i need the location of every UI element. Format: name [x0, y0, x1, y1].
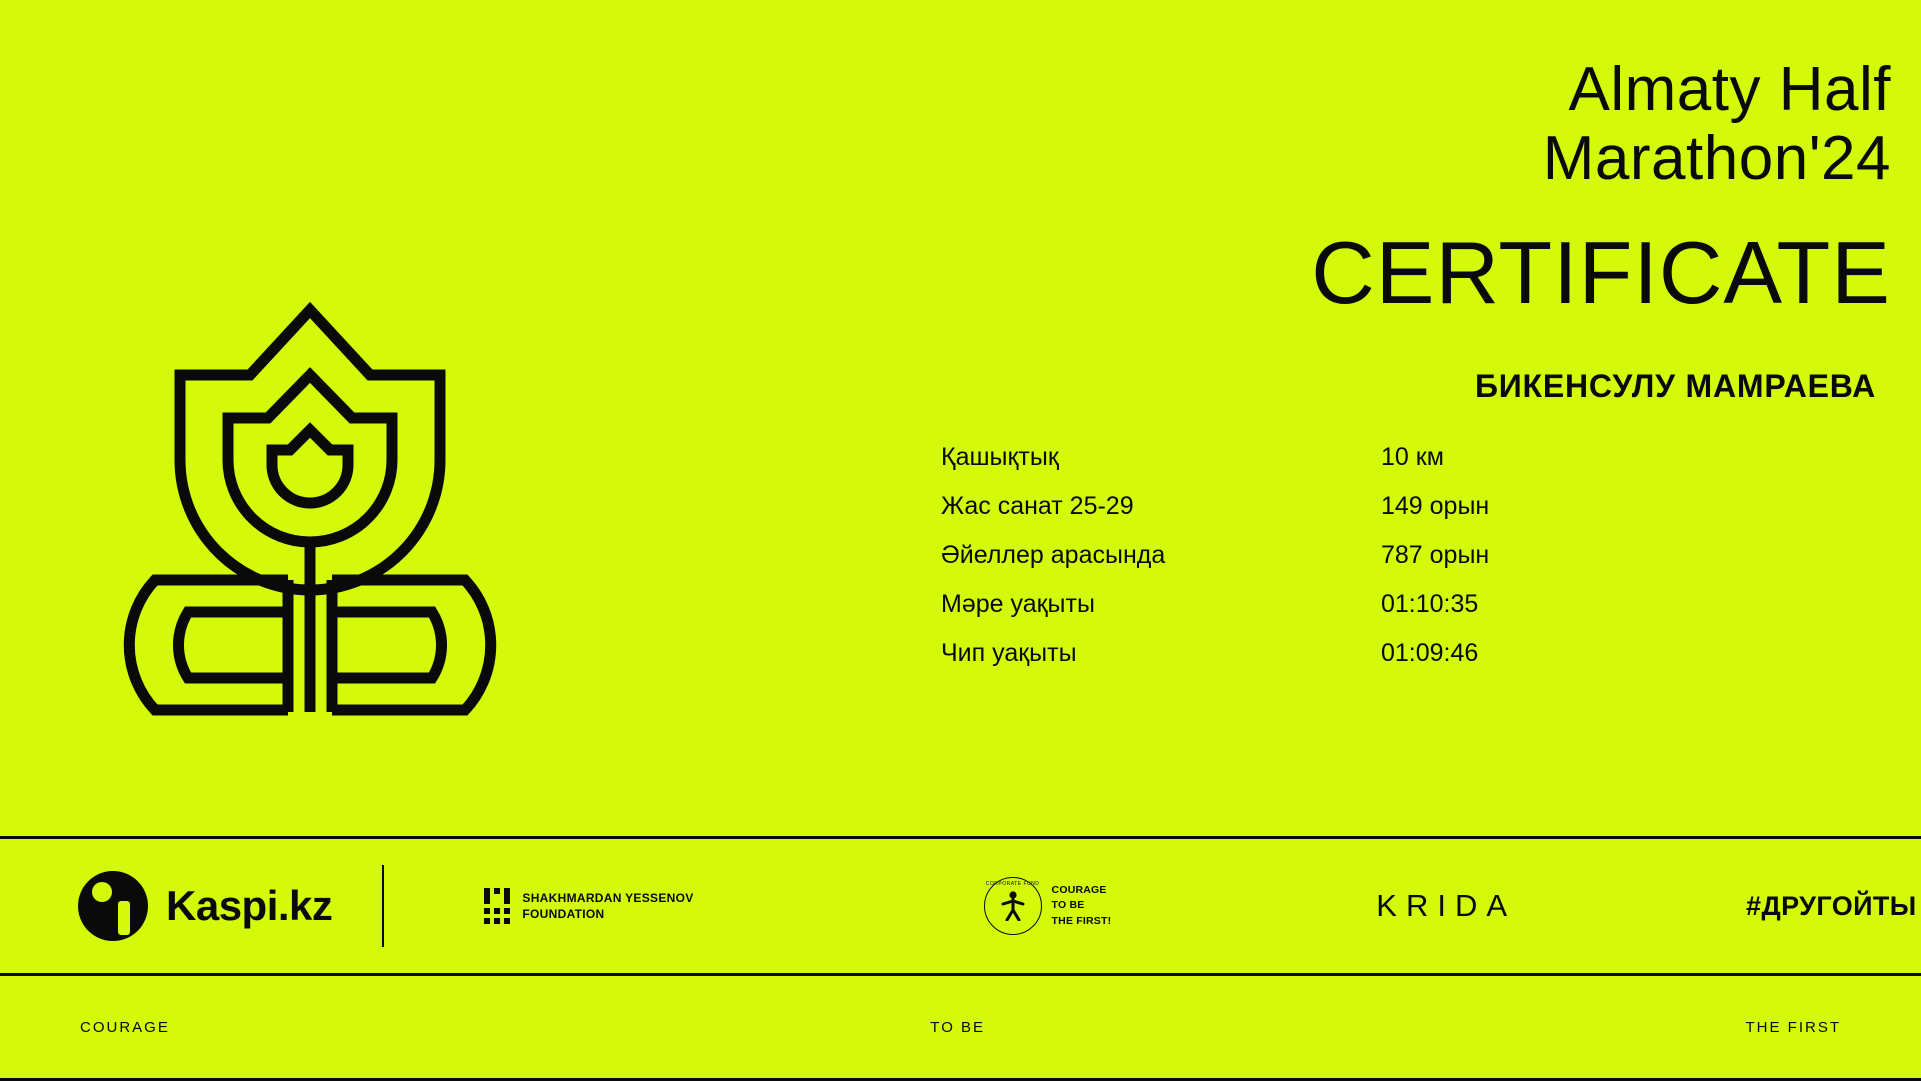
result-label: Мәре уақыты: [941, 589, 1095, 618]
result-label: Қашықтық: [941, 442, 1059, 471]
results-table: [781, 443, 1876, 668]
athlete-name: БИКЕНСУЛУ МАМРАЕВА: [1474, 367, 1876, 404]
corporate-ring-label: CORPORATE FUND: [985, 881, 1040, 887]
result-value: 01:10:35: [1381, 589, 1479, 618]
sponsor-bar: [0, 836, 1921, 976]
yessenov-wordmark: [522, 890, 693, 922]
sponsor-drugoyty-hashtag: #ДРУГОЙТЫ: [1746, 890, 1917, 921]
event-title-line2: Marathon'24: [1542, 124, 1891, 194]
result-label: Әйеллер арасында: [941, 540, 1166, 569]
corporate-fund-slogan: [1052, 883, 1112, 929]
certificate-heading: CERTIFICATE: [1311, 222, 1891, 322]
result-value: 787 орын: [1381, 540, 1490, 569]
corporate-line3: THE FIRST!: [1051, 914, 1112, 927]
certificate-footer: [0, 976, 1921, 1081]
runner-figure-icon: [1000, 891, 1026, 921]
certificate-text-block: [781, 55, 1891, 688]
event-title-line1: Almaty Half: [1568, 55, 1891, 124]
sponsor-krida: KRIDA: [1376, 888, 1517, 923]
footer-center-text: TO BE: [930, 1018, 986, 1036]
result-label: Чип уақыты: [941, 638, 1077, 667]
kaspi-logo-icon: [78, 871, 148, 941]
sponsor-corporate-fund: [984, 877, 1112, 935]
yessenov-line1: SHAKHMARDAN YESSENOV: [522, 890, 694, 905]
corporate-line2: TO BE: [1051, 899, 1085, 912]
yessenov-line2: FOUNDATION: [522, 907, 605, 921]
tulip-logo: [60, 160, 560, 720]
sponsor-divider: [382, 865, 384, 947]
yessenov-mark-icon: [484, 888, 510, 924]
result-row: [781, 541, 1876, 570]
kaspi-wordmark: Kaspi.kz: [166, 882, 333, 929]
sponsor-yessenov-foundation: [484, 888, 693, 924]
result-value: 01:09:46: [1381, 638, 1479, 667]
sponsor-kaspi: [78, 871, 332, 941]
result-row: [781, 590, 1876, 619]
footer-right-text: THE FIRST: [1745, 1018, 1841, 1036]
result-row: [781, 443, 1876, 472]
corporate-line1: COURAGE: [1051, 884, 1107, 897]
result-label: Жас санат 25-29: [941, 491, 1134, 520]
corporate-fund-icon: [984, 877, 1042, 935]
result-row: [781, 639, 1876, 668]
result-value: 149 орын: [1381, 491, 1490, 520]
result-value: 10 км: [1381, 442, 1444, 471]
footer-left-text: COURAGE: [80, 1018, 170, 1036]
result-row: [781, 492, 1876, 521]
